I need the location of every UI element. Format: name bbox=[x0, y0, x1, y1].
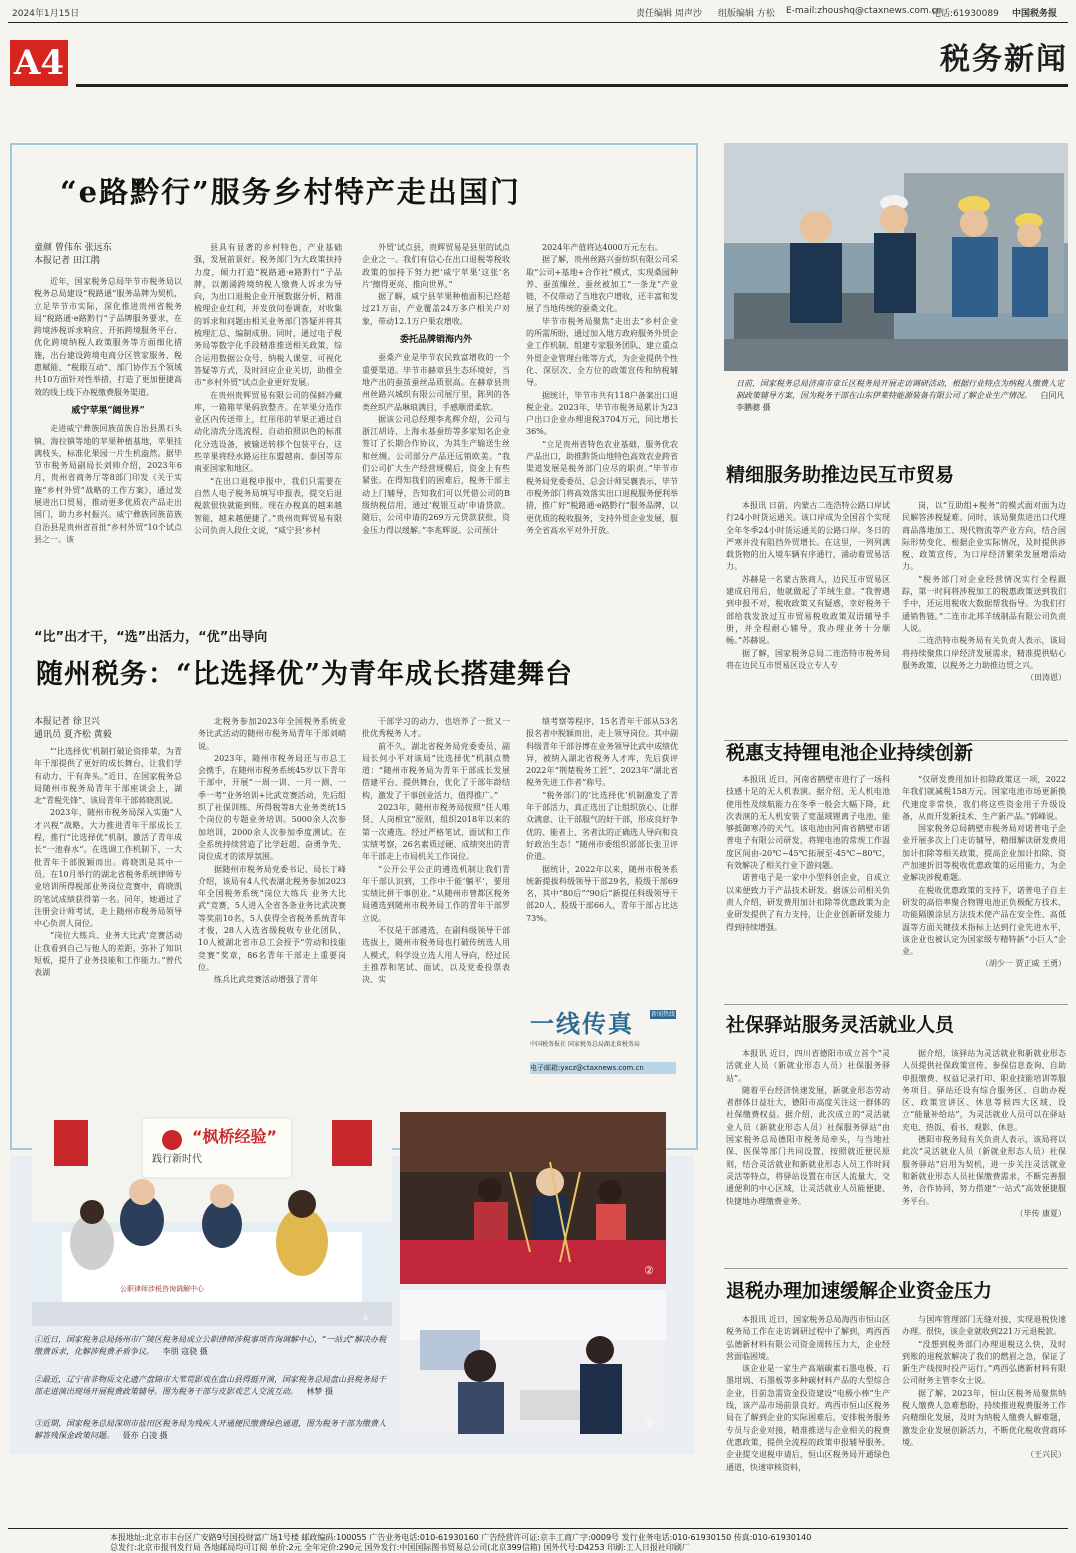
paragraph: 据介绍，该驿站为灵活就业和新就业形态人员提供社保政策宣传、参保信息查询、自助申报缴费、权益记录打印、职业技能培训等服务项目。驿站还设有综合服务区、自助办税区、政策宣讲区、休息等候四大区域，设立“能量补给站”，为灵活就业人员可以在驿站充电、热饭、看书、观影、休息。 bbox=[902, 1049, 1066, 1132]
photo-3-caption bbox=[34, 1418, 390, 1442]
article2-byline-2: 通讯员 夏齐松 黄毅 bbox=[34, 730, 112, 740]
sidebar-story3-credit: （毕传 康夏） bbox=[1015, 1208, 1066, 1218]
photo-1-sign-2: 践行新时代 bbox=[152, 1154, 202, 1165]
svg-text:②: ② bbox=[644, 1264, 654, 1277]
caption-1-text: ①近日，国家税务总局扬州市广陵区税务局成立公职律师涉税事项咨询调解中心，“一站式”解决办税缴费诉求，化解涉税费矛盾争议。 bbox=[34, 1335, 387, 1356]
sidebar-story2-credit: （胡少一 贾正威 王勇） bbox=[980, 959, 1066, 969]
sidebar-story3-col2 bbox=[902, 1048, 1066, 1264]
masthead-strip bbox=[0, 0, 1076, 22]
sidebar-story4-title: 退税办理加速缓解企业资金压力 bbox=[726, 1280, 993, 1302]
paragraph: 蚕桑产业是毕节农民致富增收的一个重要渠道。毕节市赫章县生态环境好，当地产出的蚕茧蚕丝品质很高。在赫章县贵州丝路兴城织有限公司展厅里，陈列的各类丝织产品琳琅满目，手感顺滑柔软。 bbox=[362, 353, 510, 412]
sidebar-story3-col1 bbox=[726, 1048, 890, 1264]
caption-3-credit: 聂亦 白凌 摄 bbox=[122, 1431, 168, 1440]
photo-2-image bbox=[400, 1112, 666, 1284]
caption-2-text: ②最近，辽宁省非物质文化遗产盘锦市大苇荒影戏在盘山县得挺开演，国家税务总局盘山县税务局干部走进演出现场开展税费政策辅导。图为税务干部与皮影戏艺人交流互动。 bbox=[34, 1375, 386, 1396]
paragraph: 2024年产值将达4000万元左右。 bbox=[542, 243, 663, 252]
sidebar-photo-caption bbox=[736, 378, 1066, 414]
paragraph: 绩考察等程序，15名青年干部从53名报名者中脱颖而出，走上领导岗位。其中副科级青年干部谷博在业务领导比武中成绩优异，被纳入湖北省税务人才库，先后获评2022年“荆楚税务工匠”、2023年“湖北省税务先进工作者”称号。 bbox=[526, 717, 678, 788]
sidebar-photo-image bbox=[724, 143, 1068, 371]
paragraph: 诺普电子是一家中小型科创企业，自成立以来便致力于产品技术研发。据该公司相关负责人介绍，研发费用加计扣除等优惠政策为企业研发提供了有力支持，让企业创新研发能力得到持续增强。 bbox=[726, 873, 890, 932]
sidebar-story1-col1 bbox=[726, 500, 890, 732]
article2-byline-1: 本报记者 徐卫兴 bbox=[34, 717, 100, 727]
caption-1-credit: 李朋 寇骁 摄 bbox=[162, 1347, 208, 1356]
paragraph: “税务部门的‘比选择优’机制激发了青年干部活力，真正选出了让组织放心、让群众满意、让干部服气的好干部，形成良好争优的、能者上、劣者汰的正确选人导向和良好政治生态！”随州市委组织部部长张卫评价道。 bbox=[526, 790, 678, 862]
sidebar-caption-credit: 白同凡 李鹏骢 摄 bbox=[736, 391, 1065, 412]
paragraph: 本报讯 日前，内蒙古二连浩特公路口岸试行24小时货运通关。该口岸成为全国首个实现全年冬季24小时货运通关的公路口岸。冬日的严寒并没有阻挡外贸增长。在这里，一列列满载货物的出入境车辆有序通行，涌动着贸易活力。 bbox=[726, 501, 890, 572]
sidebar-photo bbox=[724, 143, 1068, 371]
issue-date: 2024年1月15日 bbox=[12, 9, 80, 19]
sidebar-caption-text: 日前，国家税务总局济南市章丘区税务局开展走访调研活动，根据行业特点为纳税人缴费人定制政策辅导方案，因为税务干部在山东伊莱特能源装备有限公司了解企业生产情况。 bbox=[736, 379, 1064, 400]
photo-2-caption bbox=[34, 1374, 390, 1398]
paragraph: 外贸’试点县，贵辉贸易是县里的试点企业之一。我们有信心在出口退税等税收政策的加持下努力把‘威宁苹果’这张‘名片’擦得更亮、推向世界。” bbox=[362, 243, 510, 289]
photo-1 bbox=[32, 1112, 392, 1326]
paragraph: 北税务参加2023年全国税务系统业务比武活动的随州市税务局青年干部刘峭说。 bbox=[198, 717, 346, 751]
column-logo bbox=[530, 1004, 676, 1060]
article1-subhead-2: 委托品牌销海内外 bbox=[399, 335, 472, 346]
page-number-badge: A4 bbox=[10, 40, 68, 86]
sidebar-story4-col2 bbox=[902, 1314, 1066, 1526]
paragraph: 据了解，贵州丝路兴蚕纺织有限公司采取“公司+基地+合作社”模式，实现桑园种养、蚕茧缫丝、蚕丝被加工“一条龙”产业链，不仅带动了当地农户增收，还丰富和发展了当地传统的蚕桑文化。 bbox=[526, 255, 678, 314]
top-rule bbox=[8, 22, 1068, 23]
article1-byline-2: 本报记者 田江鹃 bbox=[34, 256, 100, 266]
paragraph: “‘比选择优’机制打破论资排辈，为青年干部提供了更好的成长舞台，让我们学有动力、干有奔头。”近日，在国家税务总局随州市税务局青年干部座谈会上，湖北“青税先锋”、该局青年干部蒋晓凯说。 bbox=[34, 747, 182, 806]
photo-1-caption bbox=[34, 1334, 390, 1358]
paragraph: 不仅是干部遴选，在副科级领导干部选拔上，随州市税务局也打破传统选人用人模式，科学设立选人用人导向，经过民主推荐和笔试、面试，以及党委投票表决、实 bbox=[362, 926, 510, 985]
sidebar-story4-col1 bbox=[726, 1314, 890, 1526]
paragraph: 在税收优惠政策的支持下，诺普电子自主研发的高倍率聚合物锂电池正负极配方技术、功能隔膜涂层方法技术使产品在安全性、高低温等方面关键技术指标上达到行业先进水平，该企业也被认定为国家级专精特新“小巨人”企业。 bbox=[902, 885, 1066, 957]
paragraph: 据了解，国家税务总局二连浩特市税务局将在边民互市贸易区设立专人专 bbox=[726, 648, 890, 670]
article2-col1 bbox=[34, 746, 182, 1132]
sidebar-story1-credit: （田涛恩） bbox=[1026, 673, 1066, 683]
footer-line-1: 本报地址:北京市丰台区广安路9号国投财富广场1号楼 邮政编码:100055 广告业务电话:010-61930160 广告经营许可证:京丰工商广字:0009号 发行业务电话:010-61930150 传真:010-61930140 bbox=[110, 1533, 812, 1542]
article1-byline-1: 童颜 曾伟东 张远东 bbox=[34, 243, 112, 253]
paragraph: 随着平台经济快速发展，新就业形态劳动者群体日益壮大，德阳市高度关注这一群体的社保缴费权益。据介绍，此次成立的“灵活就业人员（新就业形态人员）社保服务驿站”由国家税务总局德阳市税务局牵头，与当地社保、医保等部门共同设置，按照就近便民原则，结合灵活就业和新就业形态人员工作时间灵活等特点，将驿站设置在市区人流量大、交通便利的中心区域，让灵活就业人员能便捷、快捷地办理缴费业务。 bbox=[726, 1085, 890, 1206]
paragraph: 国家税务总局鹤壁市税务局对诺普电子企业开展多次上门走访辅导，精细解读研发费用加计扣除等相关政策，提高企业加计扣除、资产加速折旧等税收优惠政策的运用能力，为企业解决涉税难题。 bbox=[902, 824, 1066, 883]
column-logo-email: 电子邮箱:yxcz@ctaxnews.com.cn bbox=[530, 1062, 676, 1074]
article1-subhead-1: 威宁苹果“阔世界” bbox=[71, 405, 145, 416]
sidebar-story1-col2 bbox=[902, 500, 1066, 732]
designer-credit: 组版编辑 方松 bbox=[718, 9, 775, 19]
paragraph: 据该公司总经理李兆辉介绍，公司与浙江胡诗、上海永基蚕纺等多家知名企业签订了长期合作协议，为其生产输送生丝和丝绸。公司部分产品还远销欧美。“我们公司扩大生产经营规模后，资金上有些紧张。在得知我们的困难后，税务干部主动上门辅导，告知我们可以凭借公司的B级纳税信用，通过‘税银互动’申请贷款。随后，公司申请的269万元贷款获批，资金压力得以缓解。”李兆辉说。公司预计 bbox=[362, 414, 510, 535]
paragraph: “在出口退税申报中，我们只需要在自然人电子税务局填写申报表，提交后退税款很快就能到账。现在办税真的越来越智能，越来越便捷了。”贵州贵辉贸易有限公司负责人段仕文说，“威宁县‘乡村 bbox=[194, 476, 342, 535]
sidebar-divider-3 bbox=[724, 1268, 1068, 1269]
photo-3 bbox=[400, 1290, 666, 1434]
paragraph: 二连浩特市税务局有关负责人表示，该局将持续聚焦口岸经济发展需求，精准提供贴心服务政策，以税务之力助推边贸之兴。 bbox=[902, 636, 1066, 670]
paragraph: 据随州市税务局党委书记、局长丁峰介绍，该局有4人代表湖北税务参加2023年全国税务系统“岗位大练兵 业务大比武”竞赛，5人进入全省各条业务比武决赛等奖前10名，5人获得全省税务系统青年才俊，28人入选省级税收专业化团队，10人被湖北省市总工会授予“劳动和技能竞赛”奖章，86名青年干部走上重要岗位。 bbox=[198, 864, 346, 972]
paragraph: “公开公平公正的遴选机制让我们青年干部认识到，工作中干能‘躺平’，要用实绩比拼干事创业。”从随州市曾都区税务局遴选到随州市税务局工作的青年干部罗立说。 bbox=[362, 864, 510, 923]
paragraph: “立足贵州省特色农业基础，服务优农产品出口，助推黔货山地特色高效农业跨省渠道发展是税务部门应尽的职责。”毕节市税务局党委委员、总会计师吴襄表示，毕节市税务部门将高效落实出口退税服务便利举措，推广好“税路通·e路黔行”服务品牌，以更优质的税收服务，支持外贸企业发展，服务全省高水平对外开放。 bbox=[526, 439, 678, 535]
article2-byline bbox=[34, 716, 184, 742]
caption-2-credit: 林梦 摄 bbox=[306, 1387, 334, 1396]
caption-3-text: ③近期，国家税务总局深圳市盐田区税务局为残疾人开通便民缴费绿色通道，图为税务干部为缴费人解答残保金政策问题。 bbox=[34, 1419, 386, 1440]
article2-col4 bbox=[526, 716, 678, 996]
paragraph: 据了解，威宁县苹果种植面积已经超过21万亩，产业覆盖24万多户相关户对象，带动12.1万户果农增收。 bbox=[362, 292, 510, 326]
paragraph: 毕节市税务局聚焦“走出去”乡村企业的所需所盼，通过加入地方政府服务外贸企业工作机制、组建专家服务团队、建立重点外贸企业管理台账等方式，为企业提供个性化、深层次、全方位的政策宣传和纳税辅导。 bbox=[526, 316, 678, 388]
column-logo-tag: 新闻热线 bbox=[651, 1011, 676, 1018]
paragraph: 本报讯 近日，河南省鹤壁市进行了一场科技感十足的无人机表演。据介绍，无人机电池使用性及续航能力在冬季一般会大幅下降，此次表演的无人机安装了宽温域锂离子电池，能够抵御寒冷的天气。该电池由河南省鹤壁市诺普电子有限公司研发，将锂电池的常规工作温度区间由-20℃~45℃拓展至-45℃~80℃，有效解决了相关行业下游问题。 bbox=[726, 775, 890, 871]
photo-1-sign: “枫桥经验” bbox=[192, 1127, 278, 1146]
article1-col4 bbox=[526, 242, 678, 606]
column-logo-info: 中国税务报社 国家税务总局湖北省税务局 bbox=[530, 1041, 640, 1048]
sidebar-story2-col2 bbox=[902, 774, 1066, 994]
article1-col2 bbox=[194, 242, 342, 606]
paper-name: 中国税务报 bbox=[1012, 9, 1058, 19]
paragraph: 德阳市税务局有关负责人表示，该局将以此次“灵活就业人员（新就业形态人员）社保服务驿站”启用为契机，进一步关注灵活就业和新就业形态人员社保缴费需求，不断完善服务，合作协同，努力搭建“一站式”高效便捷服务平台。 bbox=[902, 1135, 1066, 1206]
article2-col2 bbox=[198, 716, 346, 1132]
article1-col3 bbox=[362, 242, 510, 606]
svg-text:③: ③ bbox=[644, 1416, 654, 1429]
paragraph: “税务部门对企业经营情况实行全程跟踪，第一时间将涉税加工的税惠政策送到我们手中，还运用税收大数据帮我指导。为我们打通销售链。”二连市北邦羊绒制品有限公司负责人说。 bbox=[902, 574, 1066, 633]
sidebar-story1-title: 精细服务助推边民互市贸易 bbox=[726, 464, 955, 486]
paragraph: 2023年，随州市税务局深入实施“人才兴税”战略，大力推进青年干部成长工程，推行“比选择优”机制，激活了青年成长“一池春水”。在选调工作机制下，一大批青年干部脱颖而出。蒋晓凯是其中一员。在10月举行的湖北省税务系统律师专业培训所得税部业务岗位竞赛中，蒋晓凯的笔试成绩获得第一名。同年，她通过了注册会计师考试，走上随州市税务局领导中心负责人岗位。 bbox=[34, 808, 182, 929]
paragraph: 近年，国家税务总局毕节市税务局以税务总局建设“税路通”服务品牌为契机，立足毕节市实际，深化推进贵州省税务局“税路通·e路黔行”子品牌服务要求，在跨境涉税诉求响应、开拓跨境服务平台、优化跨境纳税人政策服务等方面细化措施，出台建设跨境电商分区管家服务、税惠赋能、“税眼互动”、部门协作五个领域共10方面针对性举措，打造了更加便捷高效的线上线下办税缴费服务渠道。 bbox=[34, 277, 182, 397]
editor-credit: 责任编辑 周声沙 bbox=[636, 9, 702, 19]
sidebar-story4-credit: （王兴民） bbox=[1026, 1450, 1066, 1460]
sidebar-story2-col1 bbox=[726, 774, 890, 994]
article2-headline: 随州税务：“比选择优”为青年成长搭建舞台 bbox=[36, 659, 574, 690]
paragraph: 县具有显著的乡村特色，产业基础强，发展前景好。税务部门为大政策扶持力度，倾力打造“税路通·e路黔行”子品牌，以潮涌跨境纳税人缴费人诉求为导向，为出口退税企业开展数据分析，精准梳理企业红利，并发放问卷调查，对收集的诉求和问题由相关业务部门答疑并将其梳理汇总、编制成册。同时，通过电子税务局等数字化手段精准推送相关政策，综合运用数据公众号、纳税人课堂、可视化答疑等方式，及时回应企业关切，助推全市“乡村外贸”试点企业更好发展。 bbox=[194, 243, 342, 388]
paragraph: 苏赫是一名蒙古族商人，边民互市贸易区建成启用后，他就做起了羊绒生意。“我曾遇到申报不对，税收政策又有疑惑，幸好税务干部给我发放过互市贸易税收政策双语辅导手册，并全程耐心辅导，我办理业务十分顺畅。”苏赫说。 bbox=[726, 574, 890, 646]
paragraph: 据统计，毕节市共有118户备案出口退税企业。2023年，毕节市税务局累计为23户出口企业办理退税3704万元，同比增长36%。 bbox=[526, 390, 678, 437]
paragraph: 2023年，随州市税务局还与市总工会携手，在随州市税务系统45岁以下青年干部中，开展“一周一训、一月一测、一季一考”业务培训+比武竞赛活动，先后组织了社保训练、所得税等8大业务类统15个岗位的专题业务培训。5000余人次参加培训，2000余人次参加季度测试。在全系统持续营造了比学赶超、奋勇争先、岗位成才的浓厚氛围。 bbox=[198, 753, 346, 862]
sidebar-story2-title: 税惠支持锂电池企业持续创新 bbox=[726, 742, 974, 764]
paragraph: 据统计，2022年以来，随州市税务系统新提拔科级领导干部29名，股级干部69名，其中“80后”“90后”新提任科级领导干部20人、股级干部66人，青年干部占比达73%。 bbox=[526, 864, 678, 923]
paragraph: “仅研发费用加计扣除政策这一项，2022年我们就减税158万元。国家电池市场更新换代速度非常快，我们将这些资金用于升级设备，从而开发新技术、生产新产品。”郭峰说。 bbox=[902, 775, 1066, 821]
article1-headline: “e路黔行”服务乡村特产走出国门 bbox=[60, 175, 521, 209]
paragraph: 干部学习的动力，也培养了一批又一批优秀税务人才。 bbox=[362, 717, 510, 739]
footer-rule bbox=[8, 1528, 1068, 1529]
paragraph: 本报讯 近日，四川省德阳市成立首个“灵活就业人员（新就业形态人员）社保服务驿站”。 bbox=[726, 1049, 890, 1083]
paragraph: 前不久，湖北省税务局党委委员、副局长何小平对该局“比选择优”机制点赞道：“随州市税务局为青年干部成长发展搭建平台、提供舞台，优化了干部年龄结构，激发了干事创业活力，值得推广。” bbox=[362, 741, 510, 800]
article2-kicker: “比”出才干，“选”出活力，“优”出导向 bbox=[34, 630, 268, 645]
paragraph: 据了解，2023年，恒山区税务局聚焦纳税人缴费人急难愁盼，持续推进税费服务工作向精细化发展，及时为纳税人缴费人解难题，激发企业发展创新活力，不断优化税收营商环境。 bbox=[902, 1388, 1066, 1447]
paragraph: “没想到税务部门办理退税这么快，及时到账的退税款解决了我们的燃眉之急，保证了新生产线按时投产运行。”鸡西弘德新材料有限公司财务主管李女士说。 bbox=[902, 1339, 1066, 1386]
sidebar-divider-2 bbox=[724, 1004, 1068, 1005]
article1-col1 bbox=[34, 276, 182, 606]
paragraph: 练兵比武竞赛活动增强了青年 bbox=[214, 975, 318, 985]
section-title: 税务新闻 bbox=[940, 42, 1068, 77]
contact-email: E-mail:zhoushq@ctaxnews.com.cn bbox=[786, 6, 943, 16]
article2-col3 bbox=[362, 716, 510, 1132]
paragraph: 在贵州贵辉贸易有限公司的保鲜冷藏库，一箱箱苹果码放整齐。在苹果分选作业区内传送带上，红彤彤的苹果正通过自动化清洗分选流程、自动拍照识色的标准化分选设备，被输送转移个包装平台，这些苹果将经水路运往东盟越南、泰国等东南亚国家和地区。 bbox=[194, 390, 342, 474]
paragraph: 岗，以“互助组+税务”的模式面对面为边民解答涉税疑难。同时，该局聚焦进出口代理商品落地加工、现代物流等产业方向，结合国际形势变化、根据企业实际情况，及时提供涉税、政策宣传，为口岸经济繁荣发展增添动力。 bbox=[902, 501, 1066, 572]
photo-1-image bbox=[32, 1112, 392, 1326]
paragraph: 与国库管理部门无缝对接，实现退税快速办理。很快，该企业就收到221万元退税款。 bbox=[902, 1315, 1066, 1337]
paragraph: 本报讯 近日，国家税务总局海西市恒山区税务局工作在走访调研过程中了解到，鸡西西弘德新材料有限公司资金周转压力大，企业经营面临困境。 bbox=[726, 1315, 890, 1361]
sidebar-story3-title: 社保驿站服务灵活就业人员 bbox=[726, 1014, 955, 1036]
footer-line-2: 总发行:北京市报刊发行局 各地邮局均可订阅 单价:2元 全年定价:290元 国外发行:中国国际图书贸易总公司(北京399信箱) 国外代号:D4253 印刷:工人日报社印刷厂 bbox=[110, 1543, 690, 1552]
article1-byline bbox=[34, 242, 184, 268]
paragraph: 2023年，随州市税务局按照“任人唯贤、人岗相宜”原则，组织2018年以来的第一次遴选。经过严格笔试、面试和工作实绩考察，26名素质过硬、成绩突出的青年干部走上市局机关工作岗位。 bbox=[362, 803, 510, 862]
paragraph: 走进威宁彝族回族苗族自治县黑石头镇、海拉镇等地的苹果种植基地，苹果挂满枝头，标准化果园一片生机盎然。据毕节市税务局副局长刘帅介绍，2023年6月，贵州省商务厅等8部门印发《关于实施“乡村外贸”战略的工作方案》，通过发展进出口贸易，推动更多优质农产品走出国门，助力乡村振兴。威宁彝族回族苗族自治县是贵州省首批“乡村外贸”10个试点县之一。该 bbox=[34, 424, 182, 544]
photo-1-desk-sign: 公职律师涉税咨询调解中心 bbox=[120, 1285, 204, 1293]
paragraph: “岗位大练兵、业务大比武’竞赛活动让我看到自己与他人的差距，弥补了知识短板，提升了业务技能和工作能力。”曾代表湖 bbox=[34, 931, 182, 978]
paragraph: 该企业是一家生产高端碳素石墨电极、石墨坩埚、石墨板等多种碳材料产品的大型综合企业，目前急需资金投资建设“电极小棒”生产线，该产品市场前景良好。鸡西市恒山区税务局在了解到企业的实际困难后，安排税务服务专员与企业对接，精准推送与企业相关的税费优惠政策，提供全流程的政策申报辅导服务。企业提交退税申请后，恒山区税务局开通绿色通道，快速审核资料， bbox=[726, 1364, 890, 1472]
photo-2 bbox=[400, 1112, 666, 1284]
section-rule bbox=[76, 84, 1068, 87]
column-logo-title: 一线传真 bbox=[530, 1009, 634, 1038]
contact-phone: 电话:61930089 bbox=[932, 9, 999, 19]
svg-text:①: ① bbox=[362, 1313, 370, 1322]
photo-3-image bbox=[400, 1290, 666, 1434]
